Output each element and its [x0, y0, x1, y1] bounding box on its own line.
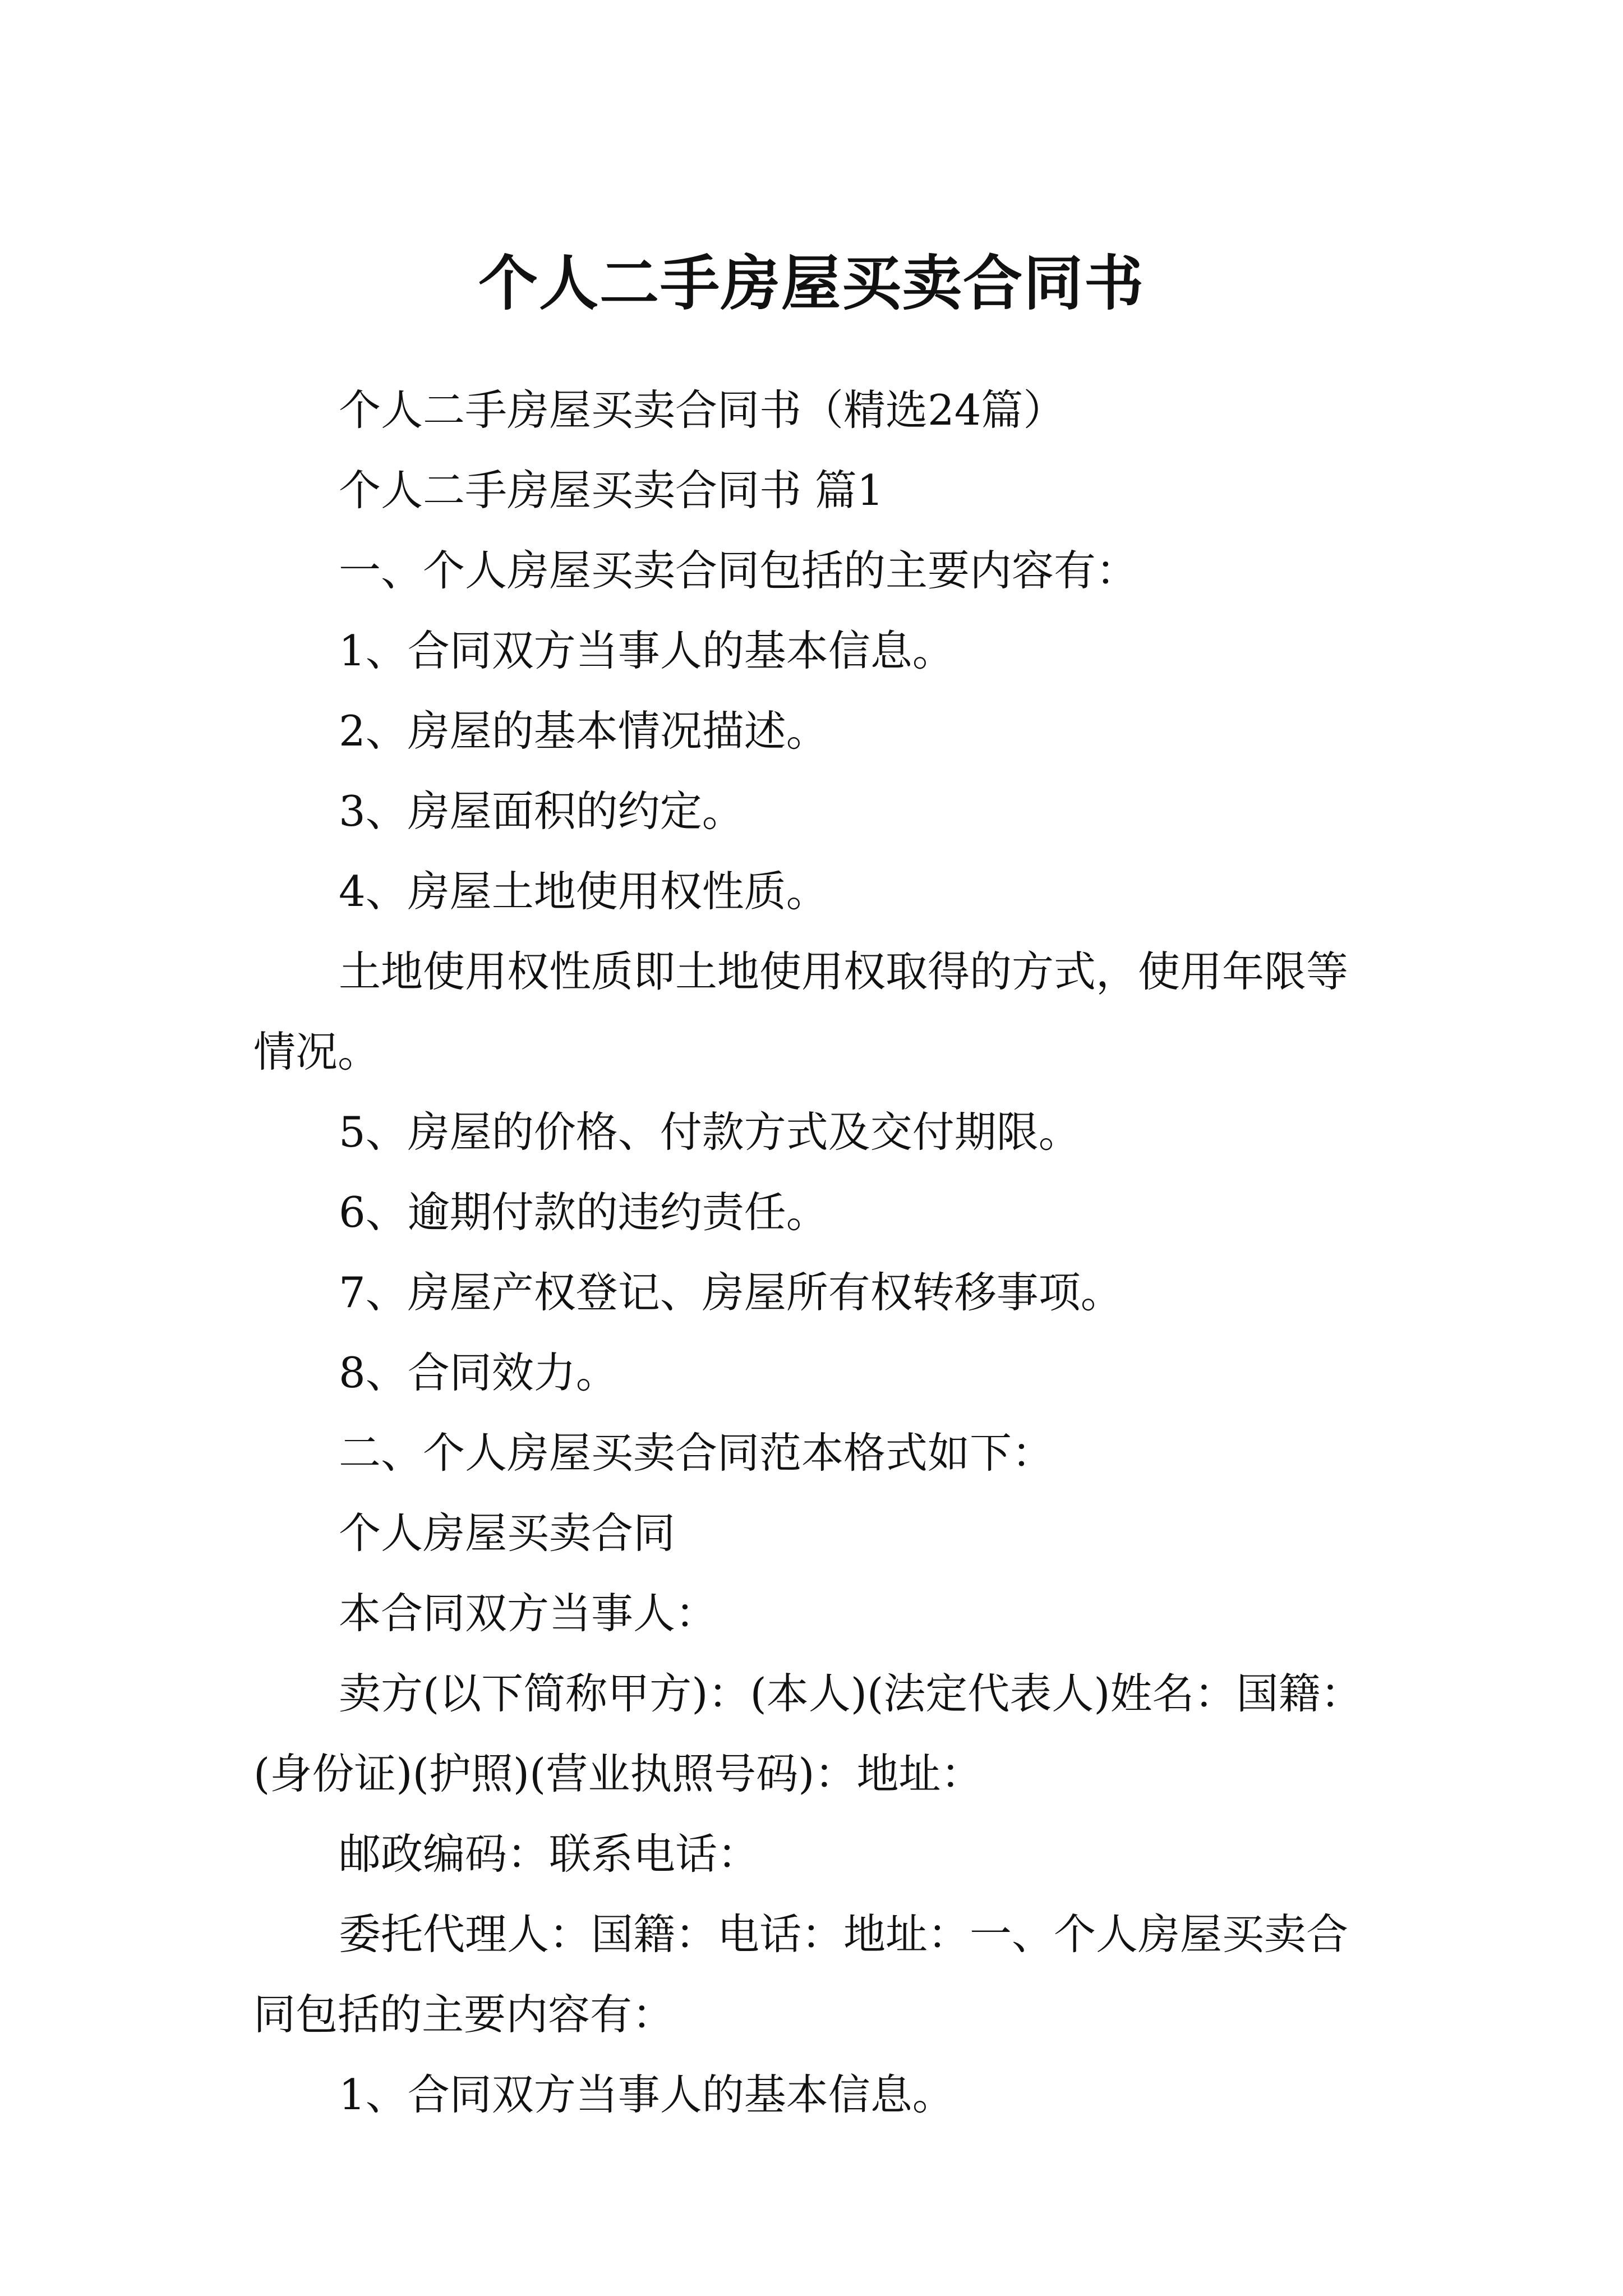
paragraph: 本合同双方当事人： — [339, 1589, 718, 1638]
paragraph-contract-name: 个人房屋买卖合同 — [339, 1508, 676, 1558]
list-item: 5、房屋的价格、付款方式及交付期限。 — [339, 1107, 1081, 1157]
document-body — [253, 370, 1381, 2135]
paragraph-subtitle: 个人二手房屋买卖合同书（精选24篇） — [339, 385, 1066, 435]
paragraph-section-heading: 个人二手房屋买卖合同书 篇1 — [339, 466, 884, 515]
list-item: 7、房屋产权登记、房屋所有权转移事项。 — [339, 1268, 1123, 1317]
paragraph: 邮政编码：联系电话： — [339, 1829, 760, 1879]
document-title: 个人二手房屋买卖合同书 — [478, 249, 1145, 319]
list-item: 1、合同双方当事人的基本信息。 — [339, 626, 955, 675]
paragraph-agent-info: 委托代理人：国籍：电话：地址：一、个人房屋买卖合同包括的主要内容有： — [253, 1910, 1349, 2039]
list-item: 4、房屋土地使用权性质。 — [339, 867, 828, 916]
paragraph-part-one-heading: 一、个人房屋买卖合同包括的主要内容有： — [339, 546, 1138, 595]
list-item: 6、逾期付款的违约责任。 — [339, 1188, 828, 1237]
paragraph-part-two-heading: 二、个人房屋买卖合同范本格式如下： — [339, 1428, 1054, 1478]
paragraph-seller-info: 卖方(以下简称甲方)：(本人)(法定代表人)姓名：国籍：(身份证)(护照)(营业执照号码)：地址： — [253, 1669, 1363, 1798]
list-item: 2、房屋的基本情况描述。 — [339, 706, 828, 756]
list-item: 8、合同效力。 — [339, 1348, 618, 1397]
list-item: 1、合同双方当事人的基本信息。 — [339, 2070, 955, 2119]
paragraph: 土地使用权性质即土地使用权取得的方式，使用年限等情况。 — [253, 947, 1349, 1076]
list-item: 3、房屋面积的约定。 — [339, 786, 744, 836]
